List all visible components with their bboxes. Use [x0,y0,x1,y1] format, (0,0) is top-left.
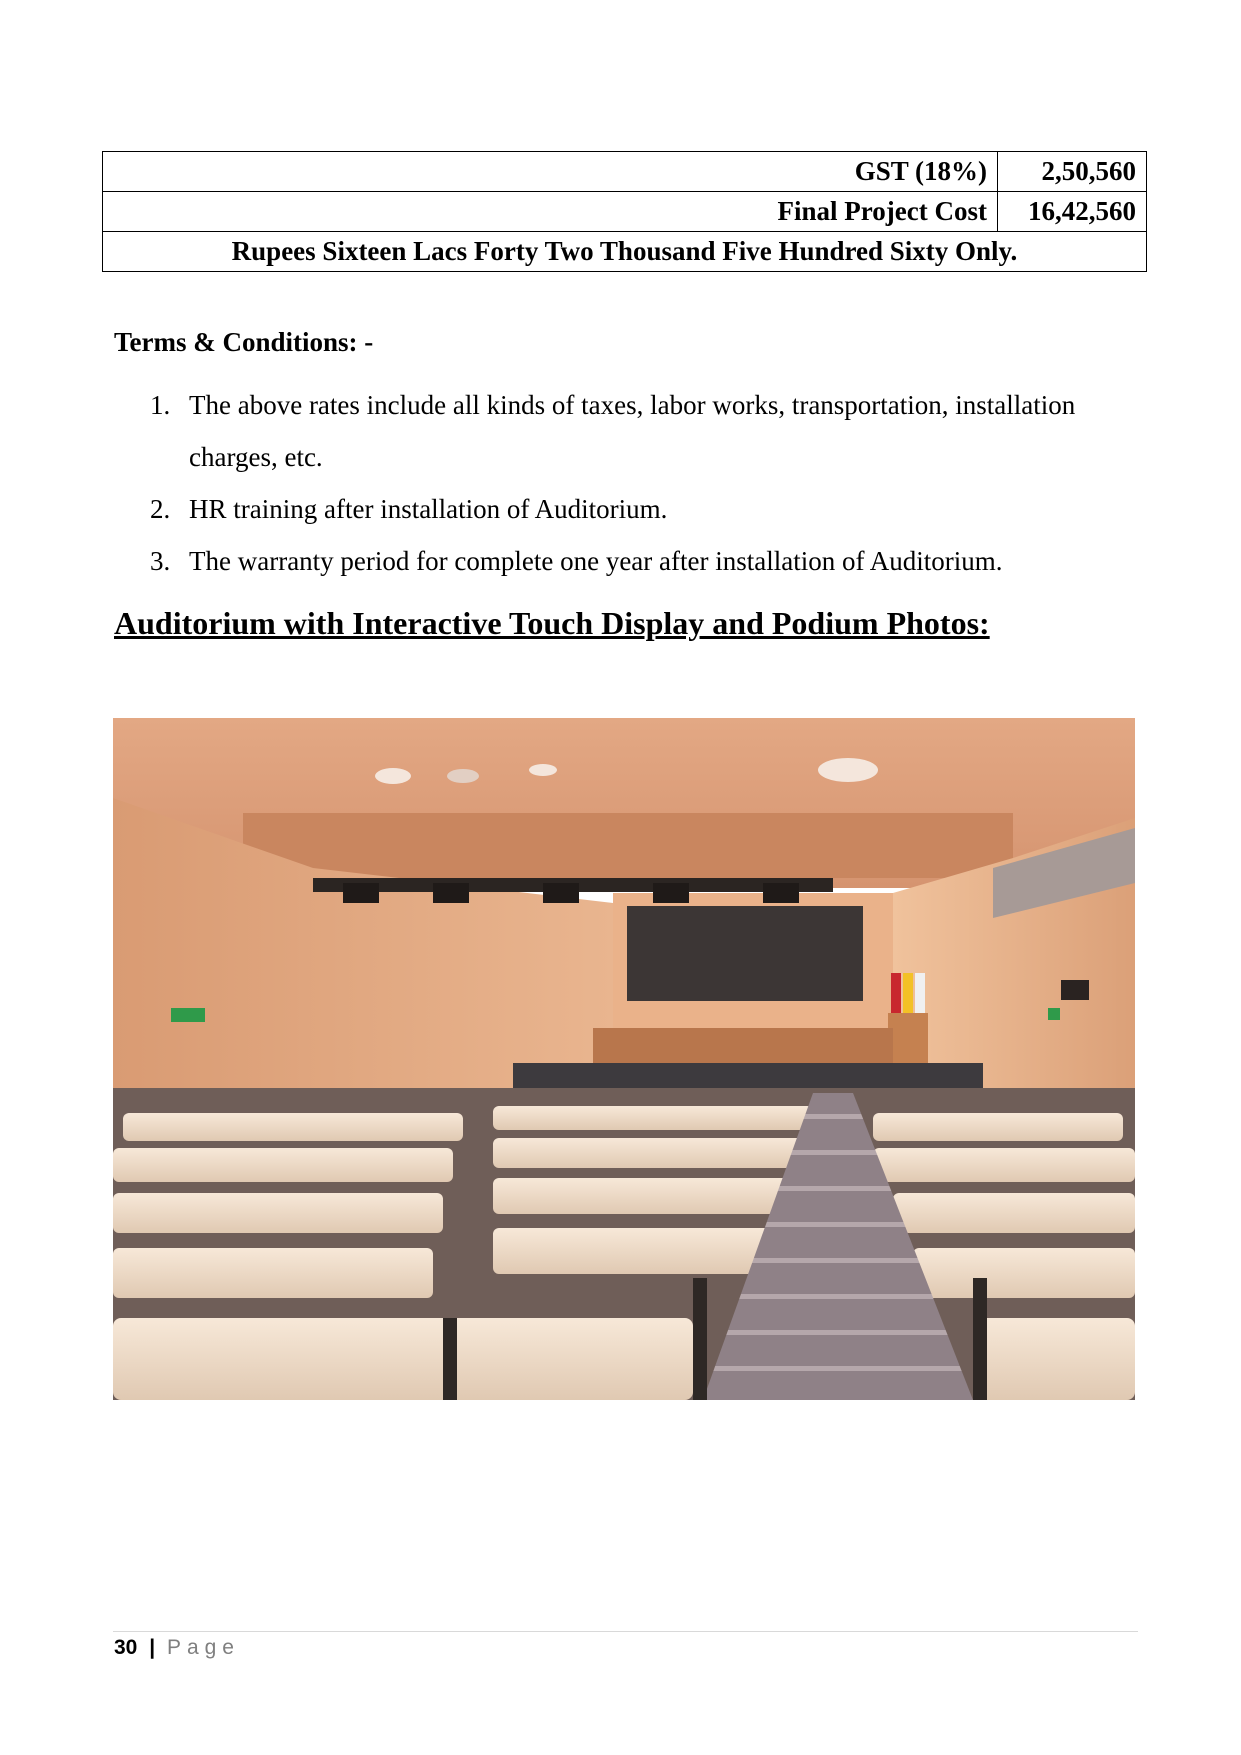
cost-table [102,151,1147,272]
table-row [103,192,1147,232]
flag [891,973,901,1013]
ceiling-light [447,769,479,783]
photo-section-heading: Auditorium with Interactive Touch Display and Podium Photos: [114,605,990,641]
terms-list [114,379,1114,587]
page-footer [114,1636,240,1660]
flag [915,973,925,1013]
list-number: 2. [150,494,171,524]
list-text: The above rates include all kinds of taxes, labor works, transportation, installation charges, etc. [189,390,1076,472]
projector [343,883,379,903]
list-text: The warranty period for complete one year after installation of Auditorium. [189,546,1003,576]
list-item [114,483,1114,535]
gst-value: 2,50,560 [998,152,1147,192]
page-word: Page [166,1636,240,1659]
final-cost-value: 16,42,560 [998,192,1147,232]
exit-sign [1048,1008,1060,1020]
table-row [103,152,1147,192]
list-item [114,379,1114,483]
gst-label: GST (18%) [103,152,998,192]
ceiling-light [818,758,878,782]
display-screen [627,906,863,1001]
footer-separator: | [149,1636,156,1659]
camera [1061,980,1089,1000]
final-cost-label: Final Project Cost [103,192,998,232]
stage-soffit [243,813,1013,878]
projector [543,883,579,903]
projector [653,883,689,903]
flag [903,973,913,1013]
terms-title: Terms & Conditions: - [114,327,374,357]
auditorium-photo [113,718,1135,1400]
list-number: 3. [150,546,171,576]
list-item [114,535,1114,587]
list-number: 1. [150,390,171,420]
exit-sign [171,1008,205,1022]
table-row [103,232,1147,272]
amount-in-words: Rupees Sixteen Lacs Forty Two Thousand Five Hundred Sixty Only. [103,232,1147,272]
page-number: 30 [114,1636,138,1659]
footer-divider [113,1631,1138,1632]
ceiling-light [529,764,557,776]
ceiling-light [375,768,411,784]
projector [763,883,799,903]
list-text: HR training after installation of Auditorium. [189,494,668,524]
projector [433,883,469,903]
